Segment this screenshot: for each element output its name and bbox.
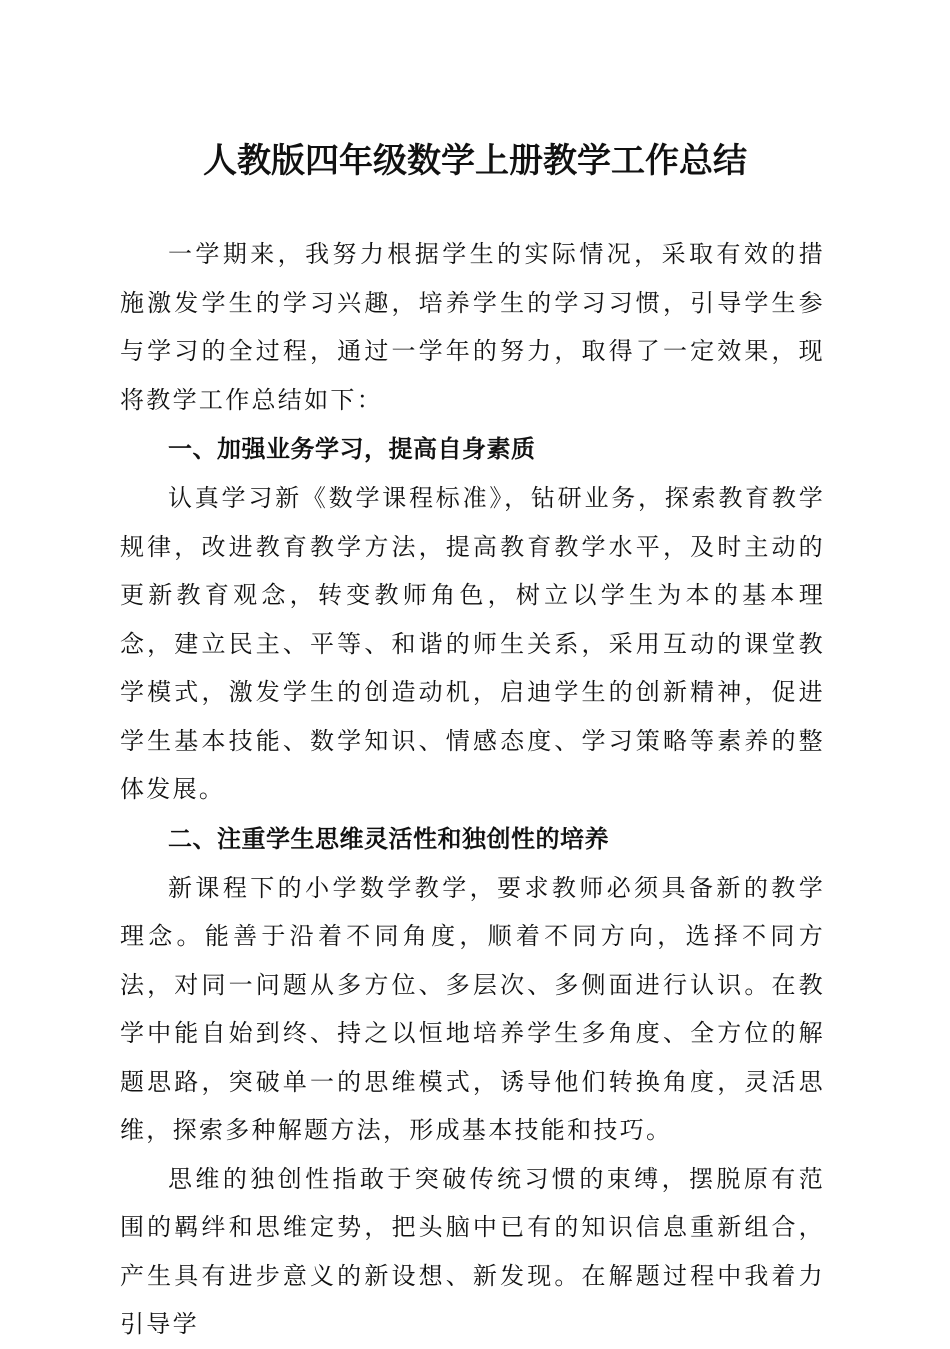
section-2-paragraph-2: 思维的独创性指敢于突破传统习惯的束缚，摆脱原有范围的羁绊和思维定势，把头脑中已有的知识信息重新组合，产生具有进步意义的新设想、新发现。在解题过程中我着力引导学 [120,1164,825,1338]
section-heading-2: 二、注重学生思维灵活性和独创性的培养 [168,824,609,853]
document-body [120,230,825,1349]
section-heading-1: 一、加强业务学习，提高自身素质 [168,435,536,463]
intro-paragraph: 一学期来，我努力根据学生的实际情况，采取有效的措施激发学生的学习兴趣，培养学生的学习习惯，引导学生参与学习的全过程，通过一学年的努力，取得了一定效果，现将教学工作总结如下： [120,240,825,414]
document-title: 人教版四年级数学上册教学工作总结 [203,141,747,181]
section-2-paragraph-1: 新课程下的小学数学教学，要求教师必须具备新的教学理念。能善于沿着不同角度，顺着不同方向，选择不同方法，对同一问题从多方位、多层次、多侧面进行认识。在教学中能自始到终、持之以恒地培养学生多角度、全方位的解题思路，突破单一的思维模式，诱导他们转换角度，灵活思维，探索多种解题方法，形成基本技能和技巧。 [120,873,825,1144]
section-1-paragraph-1: 认真学习新《数学课程标准》，钻研业务，探索教育教学规律，改进教育教学方法，提高教育教学水平，及时主动的更新教育观念，转变教师角色，树立以学生为本的基本理念，建立民主、平等、和谐的师生关系，采用互动的课堂教学模式，激发学生的创造动机，启迪学生的创新精神，促进学生基本技能、数学知识、情感态度、学习策略等素养的整体发展。 [120,484,825,803]
